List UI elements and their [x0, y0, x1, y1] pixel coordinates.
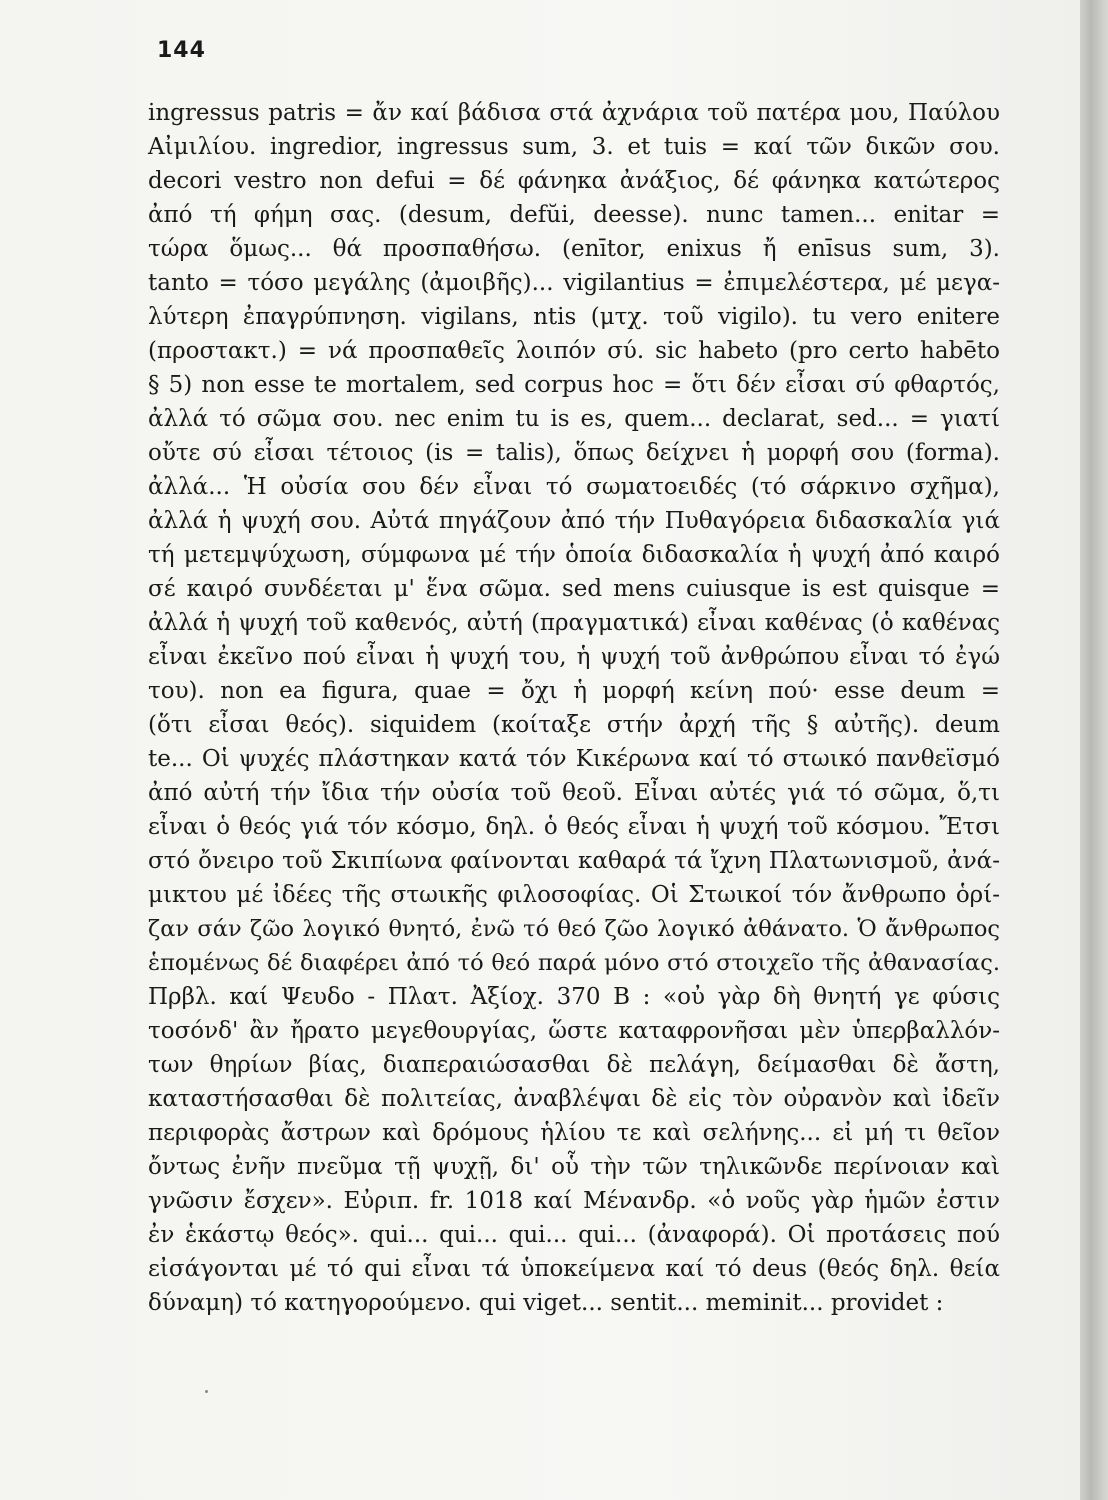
text-line: λύτερη ἐπαγρύπνηση. vigilans, ntis (μτχ. τοῦ vigilo). tu vero enitere	[148, 304, 1000, 330]
text-line: ἀλλά τό σῶμα σου. nec enim tu is es, quem... declarat, sed... = γιατί	[148, 406, 1000, 432]
text-line: ἐν ἑκάστῳ θεός». qui... qui... qui... qui... (ἀναφορά). Οἱ προτάσεις πού	[148, 1222, 1000, 1248]
text-line: ζαν σάν ζῶο λογικό θνητό, ἐνῶ τό θεό ζῶο λογικό ἀθάνατο. Ὁ ἄνθρωπος	[148, 916, 1000, 942]
speck	[205, 1390, 208, 1393]
text-line: τοσόνδ' ἂν ἤρατο μεγεθουργίας, ὥστε καταφρονῆσαι μὲν ὑπερβαλλόν-	[148, 1018, 1000, 1044]
text-line: γνῶσιν ἔσχεν». Εὐριπ. fr. 1018 καί Μένανδρ. «ὁ νοῦς γὰρ ἡμῶν ἐστιν	[148, 1188, 1000, 1214]
text-line: § 5) non esse te mortalem, sed corpus hoc = ὅτι δέν εἶσαι σύ φθαρτός,	[148, 372, 1000, 398]
text-line: ingressus patris = ἄν καί βάδισα στά ἀχνάρια τοῦ πατέρα μου, Παύλου	[148, 100, 1000, 126]
text-line: Πρβλ. καί Ψευδο - Πλατ. Ἀξίοχ. 370 Β : «οὐ γὰρ δὴ θνητή γε φύσις	[148, 984, 1000, 1010]
text-line: στό ὄνειρο τοῦ Σκιπίωνα φαίνονται καθαρά τά ἴχνη Πλατωνισμοῦ, ἀνά-	[148, 848, 1000, 874]
page-edge	[1080, 0, 1108, 1500]
text-line: Αἰμιλίου. ingredior, ingressus sum, 3. et tuis = καί τῶν δικῶν σου.	[148, 134, 1000, 160]
text-line: σέ καιρό συνδέεται μ' ἕνα σῶμα. sed mens cuiusque is est quisque =	[148, 576, 1000, 602]
text-line: (ὅτι εἶσαι θεός). siquidem (κοίταξε στήν ἀρχή τῆς § αὐτῆς). deum	[148, 712, 1000, 738]
text-line: καταστήσασθαι δὲ πολιτείας, ἀναβλέψαι δὲ εἰς τὸν οὐρανὸν καὶ ἰδεῖν	[148, 1086, 1000, 1112]
text-line: ἀπό αὐτή τήν ἴδια τήν οὐσία τοῦ θεοῦ. Εἶναι αὐτές γιά τό σῶμα, ὅ,τι	[148, 780, 1000, 806]
text-line: tanto = τόσο μεγάλης (ἀμοιβῆς)... vigilantius = ἐπιμελέστερα, μέ μεγα-	[148, 270, 1000, 296]
text-line: τώρα ὅμως... θά προσπαθήσω. (enītor, enixus ἤ enīsus sum, 3).	[148, 236, 1000, 262]
text-line: οὔτε σύ εἶσαι τέτοιος (is = talis), ὅπως δείχνει ἡ μορφή σου (forma).	[148, 440, 1000, 466]
text-line: τή μετεμψύχωση, σύμφωνα μέ τήν ὁποία διδασκαλία ἡ ψυχή ἀπό καιρό	[148, 542, 1000, 568]
commentary-text	[148, 96, 1000, 1320]
text-line: te... Οἱ ψυχές πλάστηκαν κατά τόν Κικέρωνα καί τό στωικό πανθεϊσμό	[148, 746, 1000, 772]
page-number: 144	[157, 38, 206, 63]
text-line: δύναμη) τό κατηγορούμενο. qui viget... sentit... meminit... providet :	[148, 1290, 944, 1316]
text-line: (προστακτ.) = νά προσπαθεῖς λοιπόν σύ. sic habeto (pro certo habēto	[148, 338, 1000, 364]
text-line: εἶναι ὁ θεός γιά τόν κόσμο, δηλ. ὁ θεός εἶναι ἡ ψυχή τοῦ κόσμου. Ἔτσι	[148, 814, 1000, 840]
text-line: ὄντως ἐνῆν πνεῦμα τῇ ψυχῇ, δι' οὗ τὴν τῶν τηλικῶνδε περίνοιαν καὶ	[148, 1154, 1000, 1180]
text-line: ἀλλά... Ἡ οὐσία σου δέν εἶναι τό σωματοειδές (τό σάρκινο σχῆμα),	[148, 474, 1000, 500]
text-line: ἀλλά ἡ ψυχή σου. Αὐτά πηγάζουν ἀπό τήν Πυθαγόρεια διδασκαλία γιά	[148, 508, 1000, 534]
text-line: εἶναι ἐκεῖνο πού εἶναι ἡ ψυχή του, ἡ ψυχή τοῦ ἀνθρώπου εἶναι τό ἐγώ	[148, 644, 1000, 670]
text-line: ἀλλά ἡ ψυχή τοῦ καθενός, αὐτή (πραγματικά) εἶναι καθένας (ὁ καθένας	[148, 610, 1000, 636]
text-line: decori vestro non defui = δέ φάνηκα ἀνάξιος, δέ φάνηκα κατώτερος	[148, 168, 1000, 194]
text-line: ἀπό τή φήμη σας. (desum, defŭi, deesse). nunc tamen... enitar =	[148, 202, 1000, 228]
text-line: εἰσάγονται μέ τό qui εἶναι τά ὑποκείμενα καί τό deus (θεός δηλ. θεία	[148, 1256, 1000, 1282]
text-line: ἑπομένως δέ διαφέρει ἀπό τό θεό παρά μόνο στό στοιχεῖο τῆς ἀθανασίας.	[148, 950, 1000, 976]
text-line: των θηρίων βίας, διαπεραιώσασθαι δὲ πελάγη, δείμασθαι δὲ ἄστη,	[148, 1052, 1000, 1078]
text-line: περιφορὰς ἄστρων καὶ δρόμους ἡλίου τε καὶ σελήνης... εἰ μή τι θεῖον	[148, 1120, 1000, 1146]
text-line: μικτου μέ ἰδέες τῆς στωικῆς φιλοσοφίας. Οἱ Στωικοί τόν ἄνθρωπο ὁρί-	[148, 882, 1000, 908]
text-line: του). non ea figura, quae = ὄχι ἡ μορφή κείνη πού· esse deum =	[148, 678, 1000, 704]
